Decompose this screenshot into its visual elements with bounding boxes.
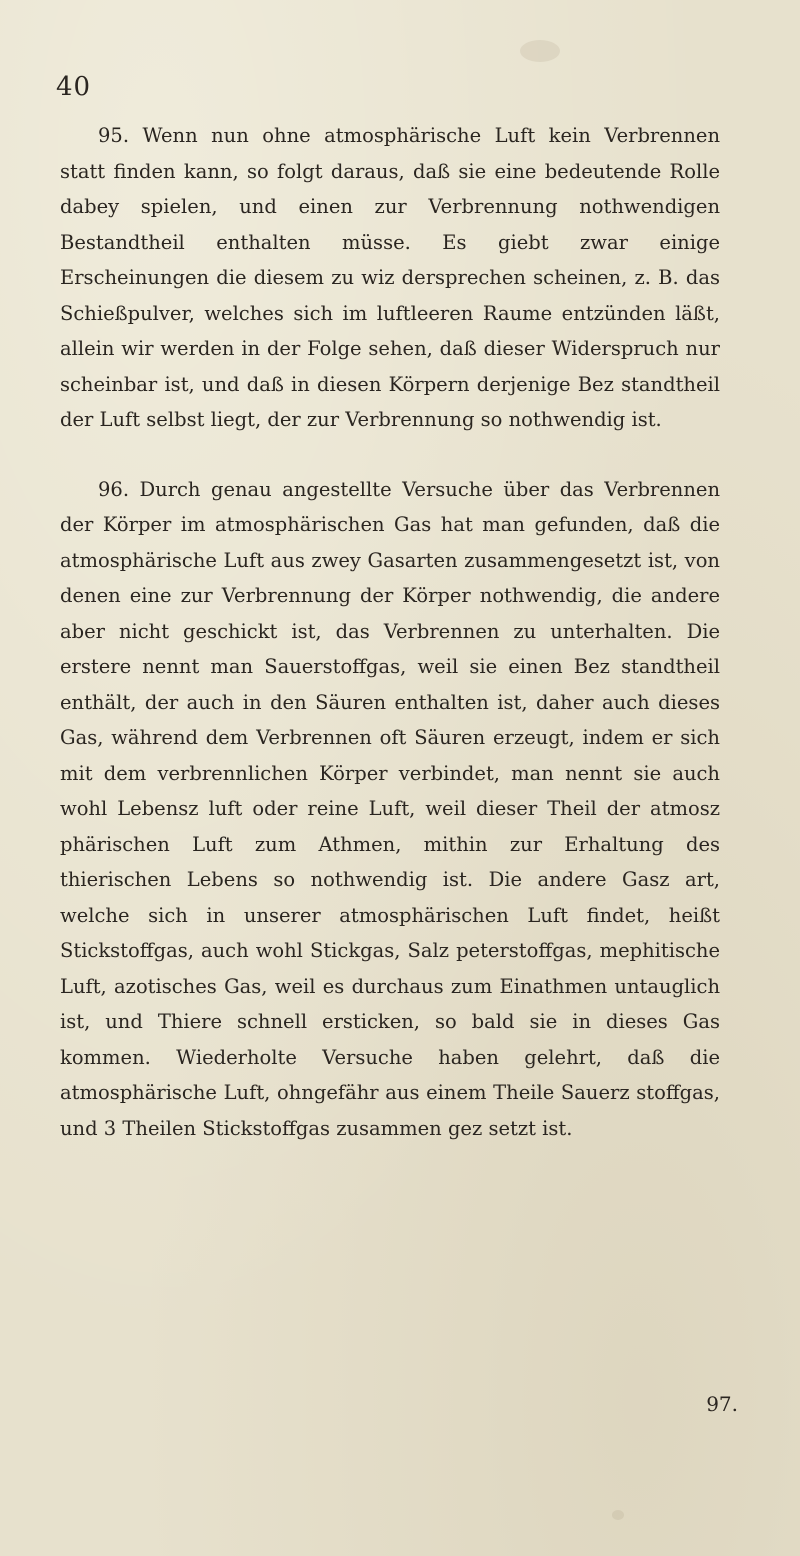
paragraph-95 xyxy=(60,118,720,438)
paper-stain xyxy=(520,40,560,62)
paragraph-number: 96. xyxy=(98,477,130,501)
paragraph-text: Durch genau angestellte Versuche über das Verbrennen der Körper im atmosphärischen Gas hat man gefunden, daß die atmosphärische Luft aus zwey Gasarten zusammengesetzt ist, von denen eine zur Verbrennung der Körper nothwendig, die andere aber nicht geschickt ist, das Verbrennen zu unterhalten. Die erstere nennt man Sauerstoffgas, weil sie einen Bez standtheil enthält, der auch in den Säuren enthalten ist, daher auch dieses Gas, während dem Verbrennen oft Säuren erzeugt, indem er sich mit dem verbrennlichen Körper verbindet, man nennt sie auch wohl Lebensz luft oder reine Luft, weil dieser Theil der atmosz phärischen Luft zum Athmen, mithin zur Erhaltung des thierischen Lebens so nothwendig ist. Die andere Gasz art, welche sich in unserer atmosphärischen Luft findet, heißt Stickstoffgas, auch wohl Stickgas, Salz peterstoffgas, mephitische Luft, azotisches Gas, weil es durchaus zum Einathmen untauglich ist, und Thiere schnell ersticken, so bald sie in dieses Gas kommen. Wiederholte Versuche haben gelehrt, daß die atmosphärische Luft, ohngefähr aus einem Theile Sauerz stoffgas, und 3 Theilen Stickstoffgas zusammen gez setzt ist. xyxy=(60,477,720,1140)
paragraph-96 xyxy=(60,472,720,1147)
catchword: 97. xyxy=(706,1392,738,1416)
paragraph-number: 95. xyxy=(98,124,130,147)
page-number: 40 xyxy=(56,72,92,102)
paper-stain xyxy=(612,1510,624,1520)
paragraph-text: Wenn nun ohne atmosphärische Luft kein Verbrennen statt finden kann, so folgt daraus, daß sie eine bedeutende Rolle dabey spielen, und einen zur Verbrennung nothwendigen Bestandtheil enthalten müsse. Es giebt zwar einige Erscheinungen die diesem zu wiz dersprechen scheinen, z. B. das Schießpulver, welches sich im luftleeren Raume entzünden läßt, allein wir werden in der Folge sehen, daß dieser Widerspruch nur scheinbar ist, und daß in diesen Körpern derjenige Bez standtheil der Luft selbst liegt, der zur Verbrennung so nothwendig ist. xyxy=(60,124,720,431)
body-text xyxy=(60,118,720,1180)
